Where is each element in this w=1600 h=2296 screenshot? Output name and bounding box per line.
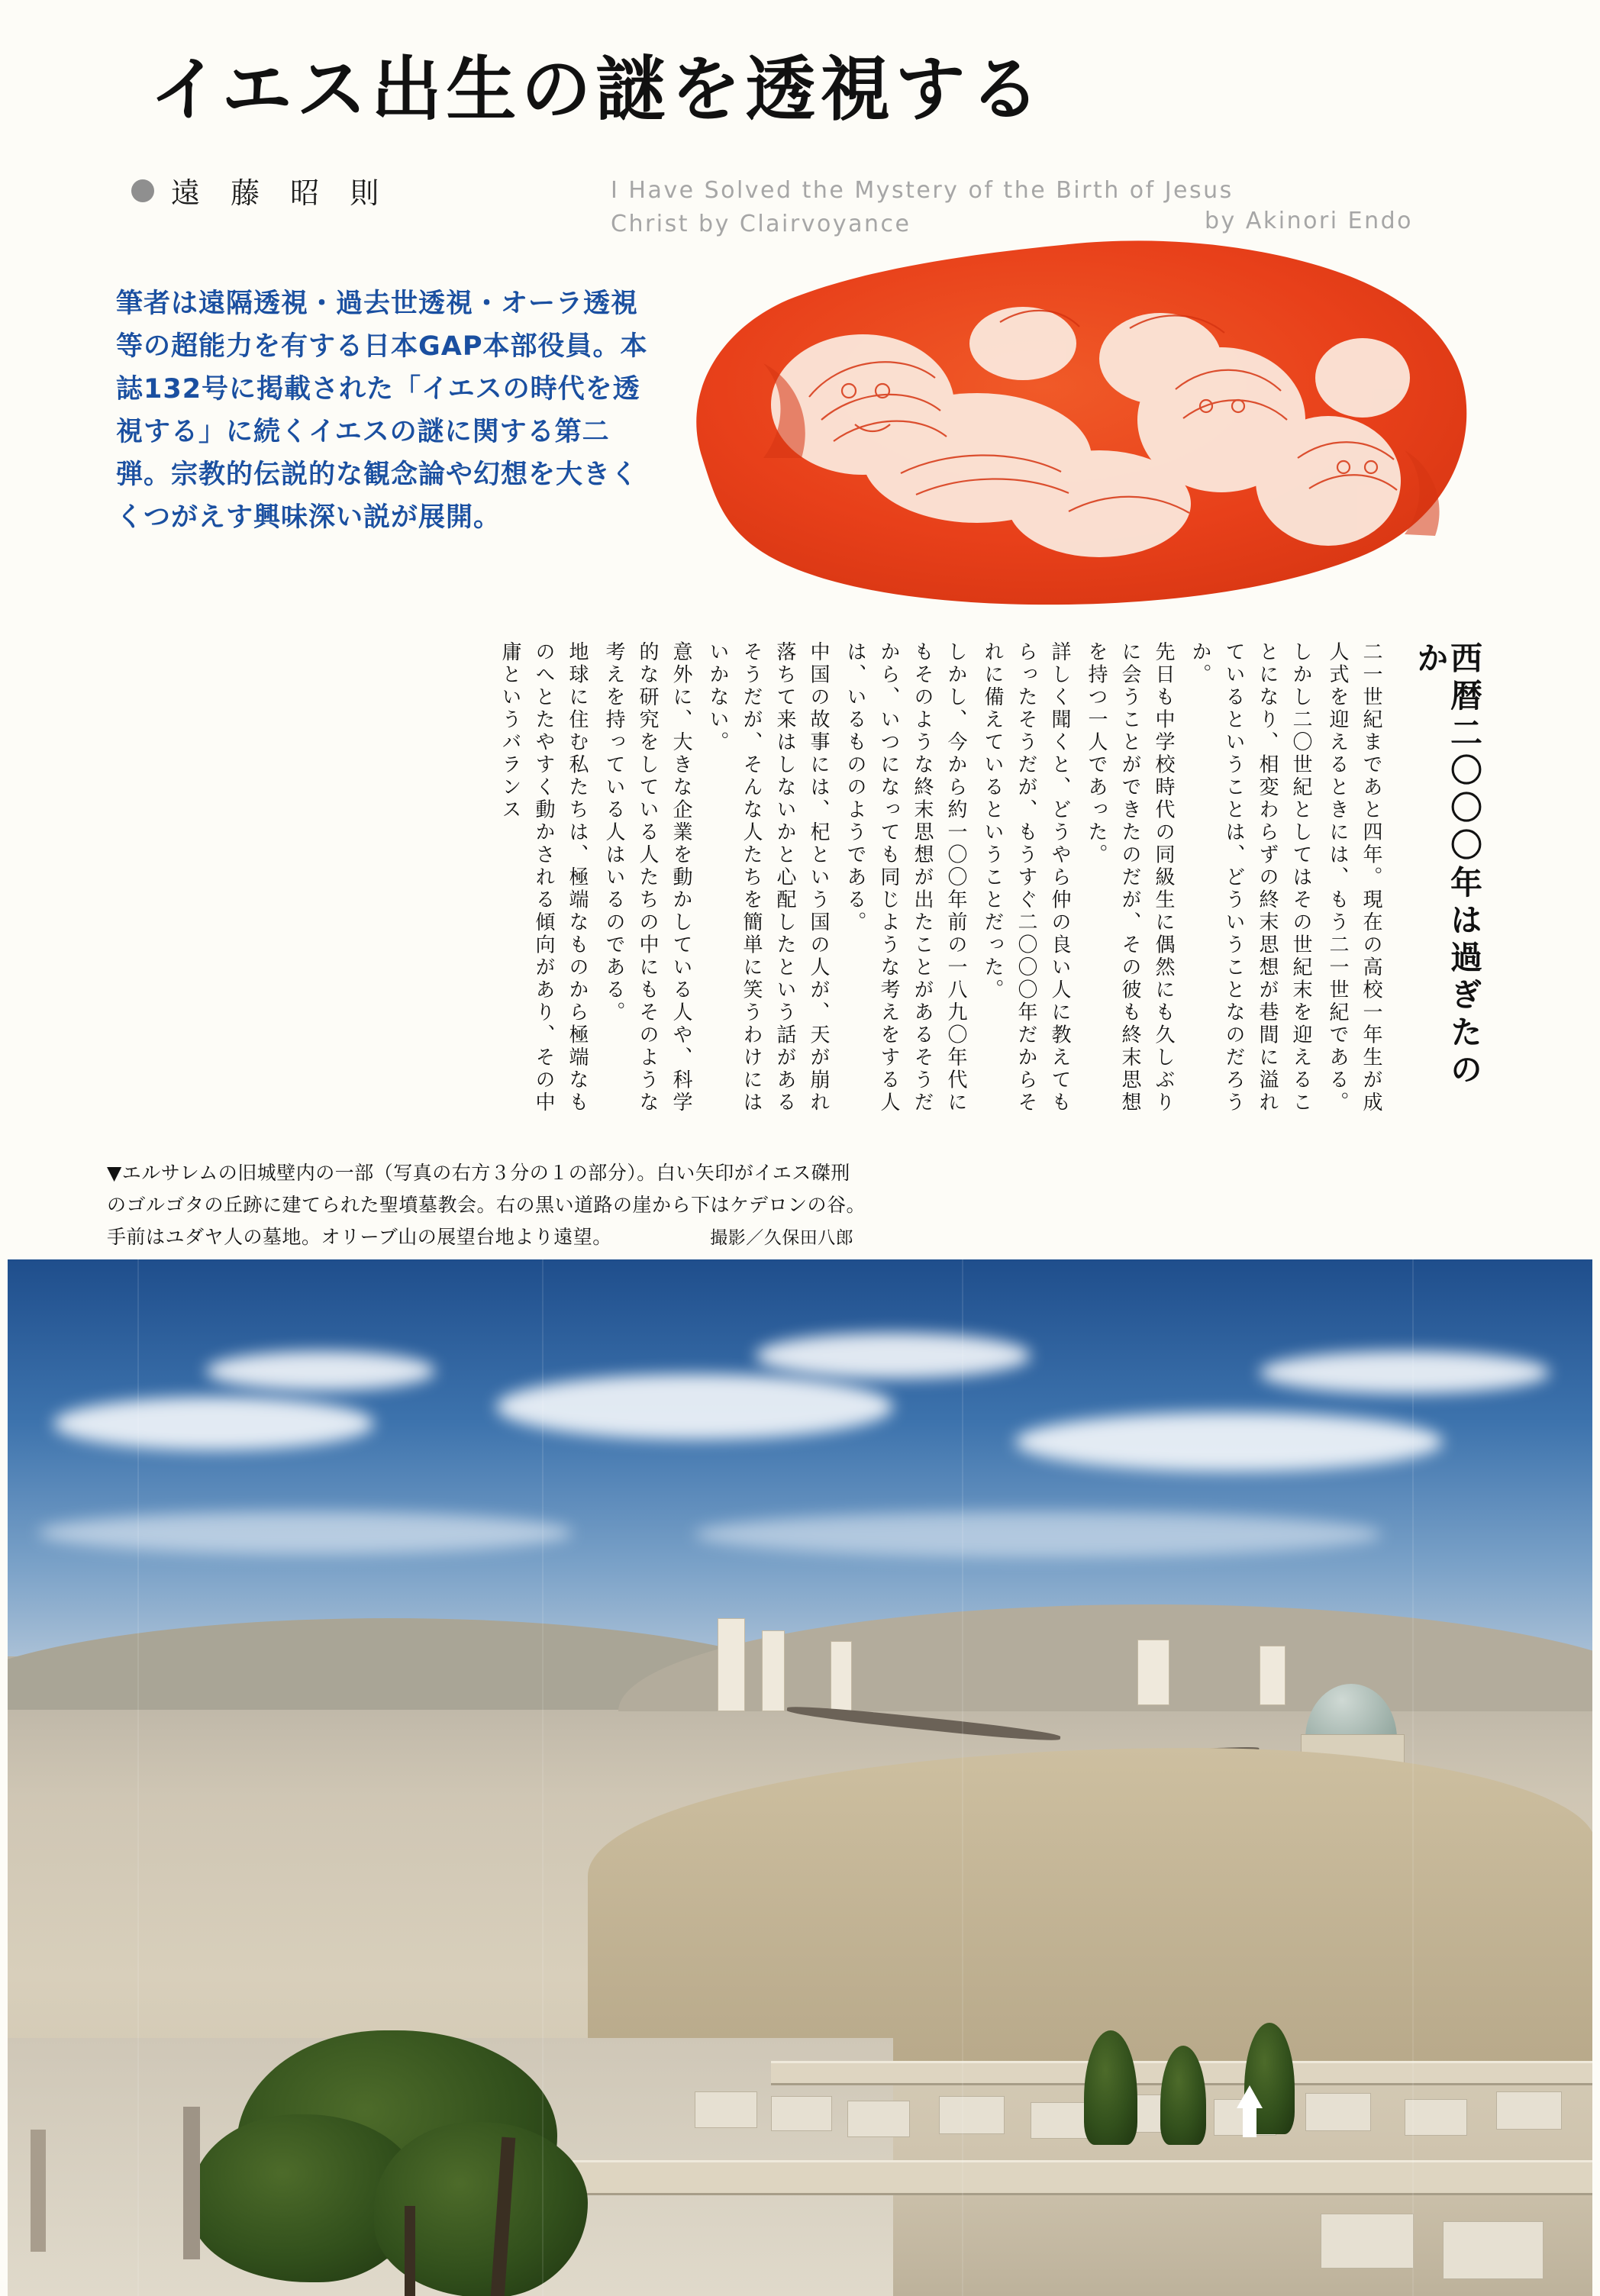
body-column: しかし二〇世紀としてはその世紀末を迎えることになり、相変わらずの終末思想が巷間に溢れているということは、どういうことなのだろうか。 [1189,641,1312,1114]
illustration-lion-and-figures [672,229,1481,641]
photo-caption [107,1157,1252,1254]
illustration-svg [672,229,1481,641]
jerusalem-photo [8,1259,1592,2296]
body-column: 詳しく聞くと、どうやら仲の良い人に教えてもらったそうだが、もうすぐ二〇〇〇年だからそれに備えているということだった。 [981,641,1071,1114]
caption-line-2: のゴルゴタの丘跡に建てられた聖墳墓教会。右の黒い道路の崖から下はケデロンの谷。 [107,1194,866,1216]
body-column: 中国の故事には、杞という国の人が、天が崩れ落ちて来はしないかと心配したという話があるそうだが、そんな人たちを簡単に笑うわけにはいかない。 [706,641,830,1114]
author-name: 遠 藤 昭 則 [171,176,390,210]
body-column: 地球に住む私たちは、極端なものから極端なものへとたやすく動かされる傾向があり、その中庸というバランス [498,641,589,1114]
english-author: by Akinori Endo [1205,208,1414,234]
caption-line-3: 手前はユダヤ人の墓地。オリーブ山の展望台地より遠望。 [107,1226,612,1248]
english-title-line2: Christ by Clairvoyance [611,211,911,237]
lead-paragraph: 筆者は遠隔透視・過去世透視・オーラ透視等の超能力を有する日本GAP本部役員。本誌132号に掲載された「イエスの時代を透視する」に続くイエスの謎に関する第二弾。宗教的伝説的な観念論や幻想を大きくくつがえす興味深い説が展開。 [116,289,648,533]
english-title-line1: I Have Solved the Mystery of the Birth of Jesus [611,177,1234,204]
caption-line-1: ▼エルサレムの旧城壁内の一部（写真の右方３分の１の部分）。白い矢印がイエス磔刑 [107,1162,850,1184]
byline [131,169,389,211]
section-heading: 西暦二〇〇〇年は過ぎたのか [1412,641,1483,1090]
article-body [92,641,1489,1145]
bullet-icon [131,179,154,202]
page-title: イエス出生の謎を透視する [150,49,1045,131]
body-column: 先日も中学校時代の同級生に偶然にも久しぶりに会うことができたのだが、その彼も終末思想を持つ一人であった。 [1085,641,1175,1114]
body-column: しかし、今から約一〇〇年前の一八九〇年代にもそのような終末思想が出たことがあるそうだから、いつになっても同じような考えをする人は、いるもののようである。 [844,641,967,1114]
photo-credit: 撮影／久保田八郎 [710,1228,854,1248]
body-column: 二一世紀まであと四年。現在の高校一年生が成人式を迎えるときには、もう二一世紀である。 [1326,641,1382,1114]
body-column: 意外に、大きな企業を動かしている人や、科学的な研究をしている人たちの中にもそのような考えを持っている人はいるのである。 [602,641,692,1114]
